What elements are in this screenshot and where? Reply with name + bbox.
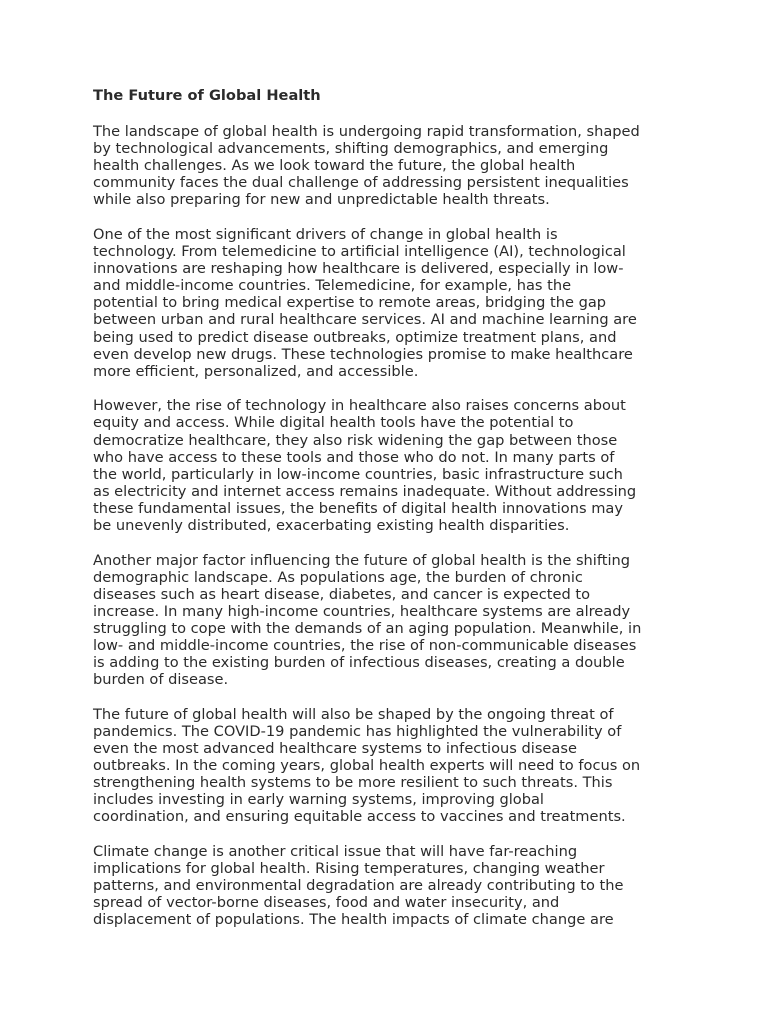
paragraph-list [93, 123, 683, 928]
paragraph-line: diseases such as heart disease, diabetes, and cancer is expected to [93, 585, 591, 603]
paragraph-line: spread of vector-borne diseases, food and water insecurity, and [93, 894, 560, 912]
paragraph-line: democratize healthcare, they also risk widening the gap between those [93, 431, 618, 449]
paragraph-line: be unevenly distributed, exacerbating existing health disparities. [93, 516, 570, 534]
paragraph-line: The future of global health will also be shaped by the ongoing threat of [93, 705, 614, 723]
paragraph-line: these fundamental issues, the benefits of digital health innovations may [93, 499, 623, 517]
paragraph-line: Another major factor influencing the future of global health is the shifting [93, 551, 631, 569]
paragraph-line: even the most advanced healthcare systems to infectious disease [93, 740, 577, 757]
paragraph-line: coordination, and ensuring equitable access to vaccines and treatments. [93, 808, 626, 826]
paragraph-line: One of the most significant drivers of change in global health is [93, 225, 558, 243]
paragraph-line: technology. From telemedicine to artificial intelligence (AI), technological [93, 243, 626, 261]
paragraph-line: even develop new drugs. These technologies promise to make healthcare [93, 345, 633, 363]
paragraph-line: more efficient, personalized, and accessible. [93, 362, 419, 380]
paragraph [93, 123, 683, 208]
paragraph-line: the world, particularly in low-income countries, basic infrastructure such [93, 465, 623, 483]
paragraph-line: pandemics. The COVID-19 pandemic has highlighted the vulnerability of [93, 722, 622, 740]
paragraph-line: demographic landscape. As populations age, the burden of chronic [93, 568, 583, 586]
paragraph-line: while also preparing for new and unpredictable health threats. [93, 191, 550, 209]
paragraph-line: Climate change is another critical issue that will have far-reaching [93, 842, 578, 860]
paragraph-line: being used to predict disease outbreaks, optimize treatment plans, and [93, 328, 617, 346]
paragraph-line: potential to bring medical expertise to remote areas, bridging the gap [93, 294, 607, 312]
paragraph-line: implications for global health. Rising temperatures, changing weather [93, 860, 605, 878]
paragraph-line: patterns, and environmental degradation are already contributing to the [93, 877, 624, 895]
paragraph-line: between urban and rural healthcare services. AI and machine learning are [93, 311, 637, 329]
paragraph-line: strengthening health systems to be more resilient to such threats. This [93, 774, 613, 792]
paragraph [93, 397, 683, 534]
paragraph-line: community faces the dual challenge of addressing persistent inequalities [93, 174, 629, 192]
paragraph-line: The landscape of global health is undergoing rapid transformation, shaped [93, 123, 640, 140]
paragraph-line: innovations are reshaping how healthcare is delivered, especially in low- [93, 260, 624, 278]
paragraph-line: However, the rise of technology in healthcare also raises concerns about [93, 397, 626, 415]
paragraph-line: health challenges. As we look toward the future, the global health [93, 157, 576, 175]
document-title: The Future of Global Health [93, 87, 321, 104]
paragraph-line: burden of disease. [93, 671, 229, 689]
document-body [93, 86, 683, 946]
paragraph-line: struggling to cope with the demands of an aging population. Meanwhile, in [93, 619, 642, 637]
paragraph-line: equity and access. While digital health tools have the potential to [93, 414, 574, 432]
paragraph [93, 706, 683, 826]
paragraph-line: by technological advancements, shifting demographics, and emerging [93, 140, 609, 158]
paragraph-line: outbreaks. In the coming years, global health experts will need to focus on [93, 757, 641, 775]
paragraph-line: increase. In many high-income countries, healthcare systems are already [93, 602, 631, 620]
paragraph-line: displacement of populations. The health impacts of climate change are [93, 911, 614, 929]
paragraph-line: and middle-income countries. Telemedicine, for example, has the [93, 277, 572, 295]
paragraph [93, 226, 683, 380]
paragraph-line: low- and middle-income countries, the rise of non-communicable diseases [93, 637, 637, 655]
paragraph-line: who have access to these tools and those who do not. In many parts of [93, 448, 615, 466]
paragraph [93, 552, 683, 689]
paragraph-line: is adding to the existing burden of infectious diseases, creating a double [93, 654, 625, 672]
paragraph [93, 843, 683, 928]
paragraph-line: as electricity and internet access remains inadequate. Without addressing [93, 482, 637, 500]
paragraph-line: includes investing in early warning systems, improving global [93, 791, 544, 809]
